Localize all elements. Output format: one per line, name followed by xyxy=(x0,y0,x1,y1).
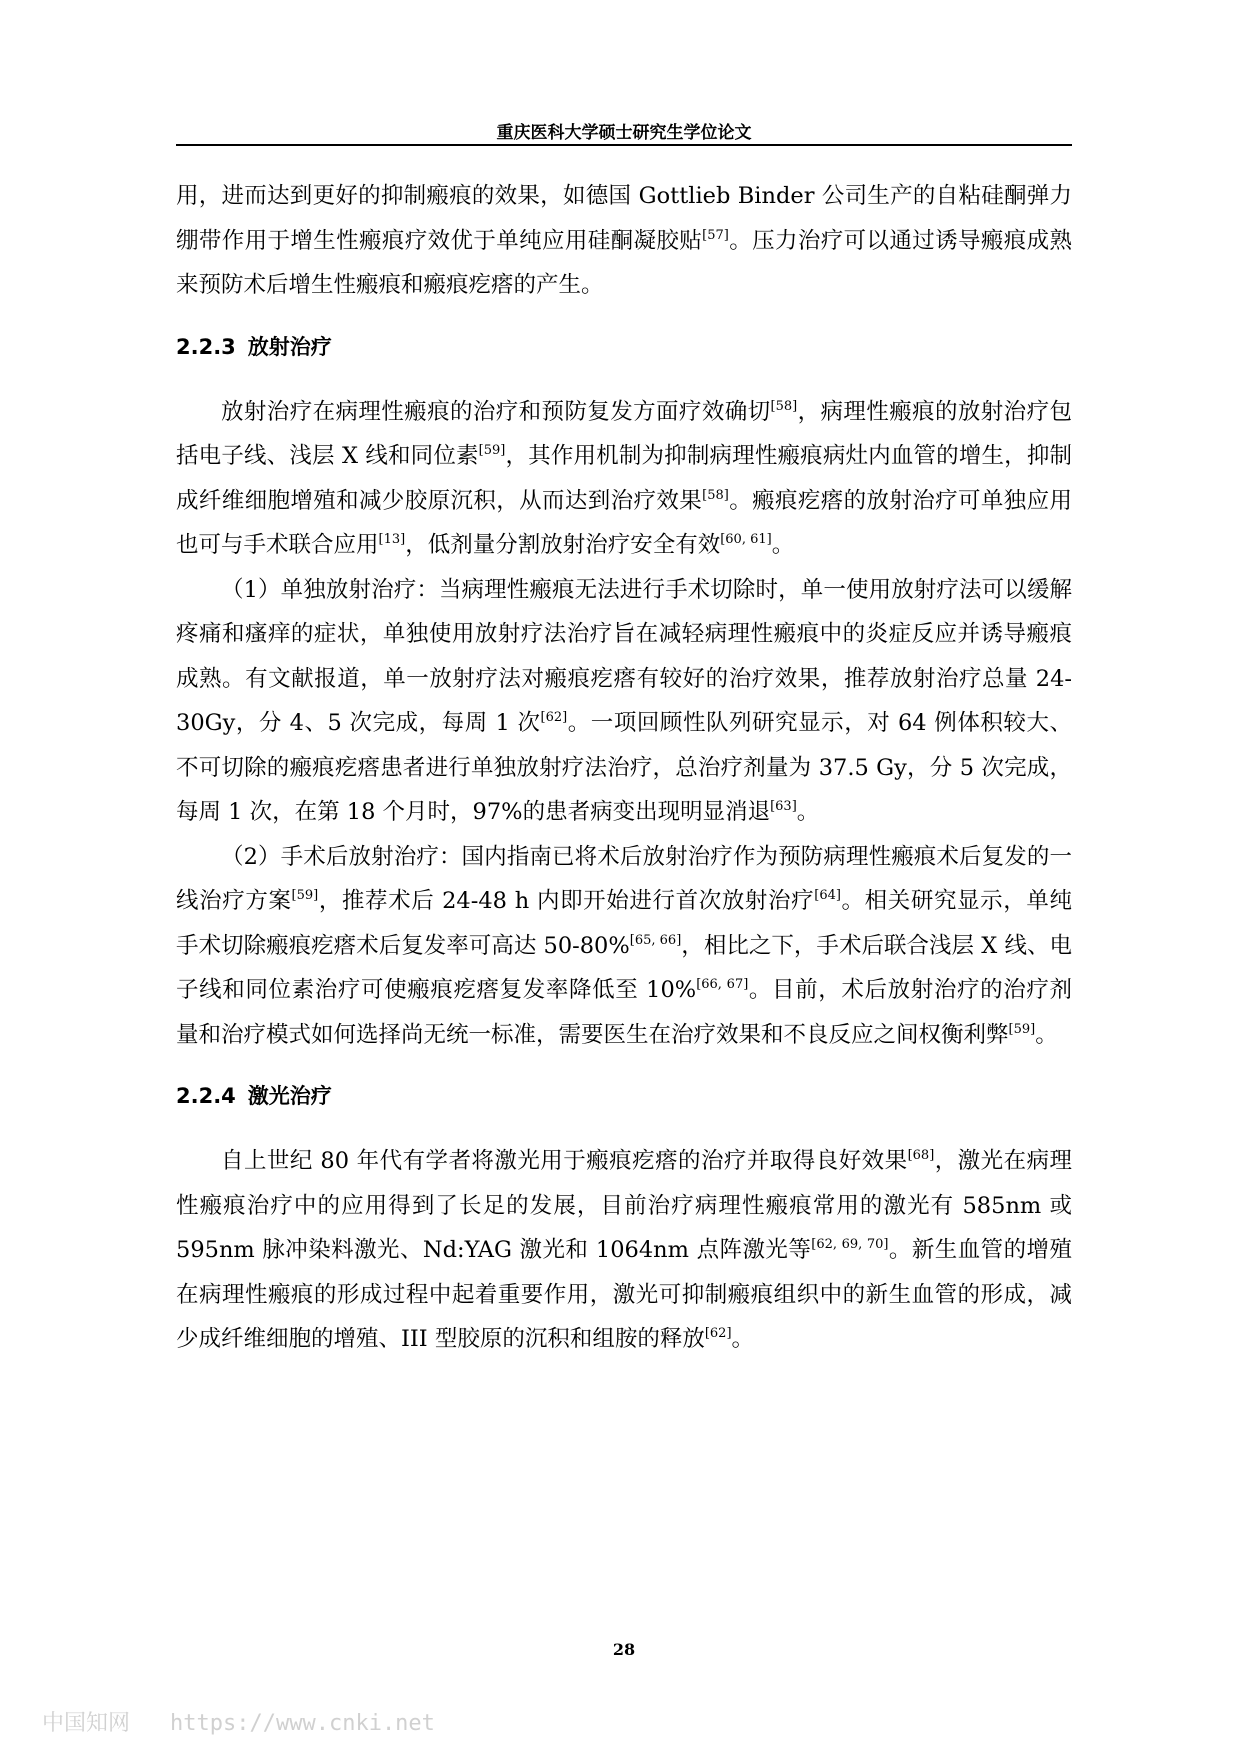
page-body xyxy=(176,174,1072,1362)
text-run: ，低剂量分割放射治疗安全有效 xyxy=(405,532,721,558)
paragraph-4 xyxy=(176,835,1072,1058)
text-run: （1）单独放射治疗：当病理性瘢痕无法进行手术切除时，单一使用放射疗法可以缓解疼痛和瘙痒的症状，单独使用放射疗法治疗旨在减轻病理性瘢痕中的炎症反应并诱导瘢痕成熟。有文献报道，单一放射疗法对瘢痕疙瘩有较好的治疗效果，推荐放射治疗总量 24-30Gy，分 4、5 次完成，每周 1 次 xyxy=(176,576,1072,736)
citation-ref: [58] xyxy=(702,487,729,503)
text-run: ，相比之下，手术后联合浅层 X 线、电子线和同位素治疗可使瘢痕疙瘩复发率降低至 10% xyxy=(176,932,1072,1003)
paragraph-3 xyxy=(176,568,1072,835)
paragraph-5 xyxy=(176,1139,1072,1362)
citation-ref: [58] xyxy=(770,398,798,414)
citation-ref: [62] xyxy=(704,1326,732,1341)
citation-ref: [57] xyxy=(702,227,729,243)
citation-ref: [63] xyxy=(770,799,797,814)
header-rule xyxy=(176,144,1072,146)
text-run: ，病理性瘢痕的放射治疗包括电子线、浅层 X 线和同位素 xyxy=(176,398,1072,469)
text-run: 。目前，术后放射治疗的治疗剂量和治疗模式如何选择尚无统一标准，需要医生在治疗效果和不良反应之间权衡利弊 xyxy=(176,977,1072,1048)
text-run: 。 xyxy=(731,1326,755,1352)
text-run: 。 xyxy=(771,532,795,558)
section-number: 2.2.4 xyxy=(176,1084,236,1108)
citation-ref: [59] xyxy=(478,443,506,458)
citation-ref: [65, 66] xyxy=(629,932,682,948)
text-run: 。一项回顾性队列研究显示，对 64 例体积较大、不可切除的瘢痕疙瘩患者进行单独放射疗法治疗，总治疗剂量为 37.5 Gy，分 5 次完成，每周 1 次，在第 18 个月时，97%的患者病变出现明显消退 xyxy=(176,710,1073,825)
text-run: （2）手术后放射治疗：国内指南已将术后放射治疗作为预防病理性瘢痕术后复发的一线治疗方案 xyxy=(176,843,1072,914)
citation-ref: [62] xyxy=(540,710,568,725)
citation-ref: [13] xyxy=(378,532,406,547)
section-title: 激光治疗 xyxy=(247,1084,332,1108)
text-run: ，激光在病理性瘢痕治疗中的应用得到了长足的发展，目前治疗病理性瘢痕常用的激光有 585nm 或 595nm 脉冲染料激光、Nd:YAG 激光和 1064nm 点阵激光等 xyxy=(176,1148,1072,1263)
citation-ref: [60, 61] xyxy=(720,532,772,547)
paragraph-1 xyxy=(176,174,1072,308)
text-run: 。相关研究显示，单纯手术切除瘢痕疙瘩术后复发率可高达 50-80% xyxy=(176,888,1072,959)
citation-ref: [59] xyxy=(1008,1021,1036,1037)
text-run: 。 xyxy=(796,799,820,825)
page-number: 28 xyxy=(612,1640,636,1659)
text-run: 。新生血管的增殖在病理性瘢痕的形成过程中起着重要作用，激光可抑制瘢痕组织中的新生血管的形成，减少成纤维细胞的增殖、III 型胶原的沉积和组胺的释放 xyxy=(176,1237,1072,1352)
text-run: 。瘢痕疙瘩的放射治疗可单独应用也可与手术联合应用 xyxy=(176,487,1072,558)
citation-ref: [68] xyxy=(907,1148,935,1163)
watermark-brand: 中国知网 xyxy=(42,1711,131,1736)
citation-ref: [59] xyxy=(291,888,319,903)
section-number: 2.2.3 xyxy=(176,334,236,359)
citation-ref: [66, 67] xyxy=(696,977,749,992)
running-header: 重庆医科大学硕士研究生学位论文 xyxy=(496,123,752,143)
section-heading-2-2-4 xyxy=(176,1078,1072,1114)
text-run: 。 xyxy=(1035,1021,1058,1048)
text-run: 放射治疗在病理性瘢痕的治疗和预防复发方面疗效确切 xyxy=(221,398,771,425)
watermark-url: https://www.cnki.net xyxy=(170,1711,435,1736)
section-heading-2-2-3 xyxy=(176,329,1072,365)
text-run: 用，进而达到更好的抑制瘢痕的效果，如德国 Gottlieb Binder 公司生产的自粘硅酮弹力绷带作用于增生性瘢痕疗效优于单纯应用硅酮凝胶贴 xyxy=(176,183,1072,254)
citation-ref: [62, 69, 70] xyxy=(811,1237,889,1252)
paragraph-2 xyxy=(176,390,1072,568)
watermark xyxy=(42,1706,435,1737)
text-run: ，推荐术后 24-48 h 内即开始进行首次放射治疗 xyxy=(318,888,815,914)
text-run: 自上世纪 80 年代有学者将激光用于瘢痕疙瘩的治疗并取得良好效果 xyxy=(221,1148,908,1174)
text-run: ，其作用机制为抑制病理性瘢痕病灶内血管的增生，抑制成纤维细胞增殖和减少胶原沉积，从而达到治疗效果 xyxy=(176,443,1072,514)
section-title: 放射治疗 xyxy=(247,334,332,359)
text-run: 。压力治疗可以通过诱导瘢痕成熟来预防术后增生性瘢痕和瘢痕疙瘩的产生。 xyxy=(176,227,1072,298)
citation-ref: [64] xyxy=(814,888,841,903)
